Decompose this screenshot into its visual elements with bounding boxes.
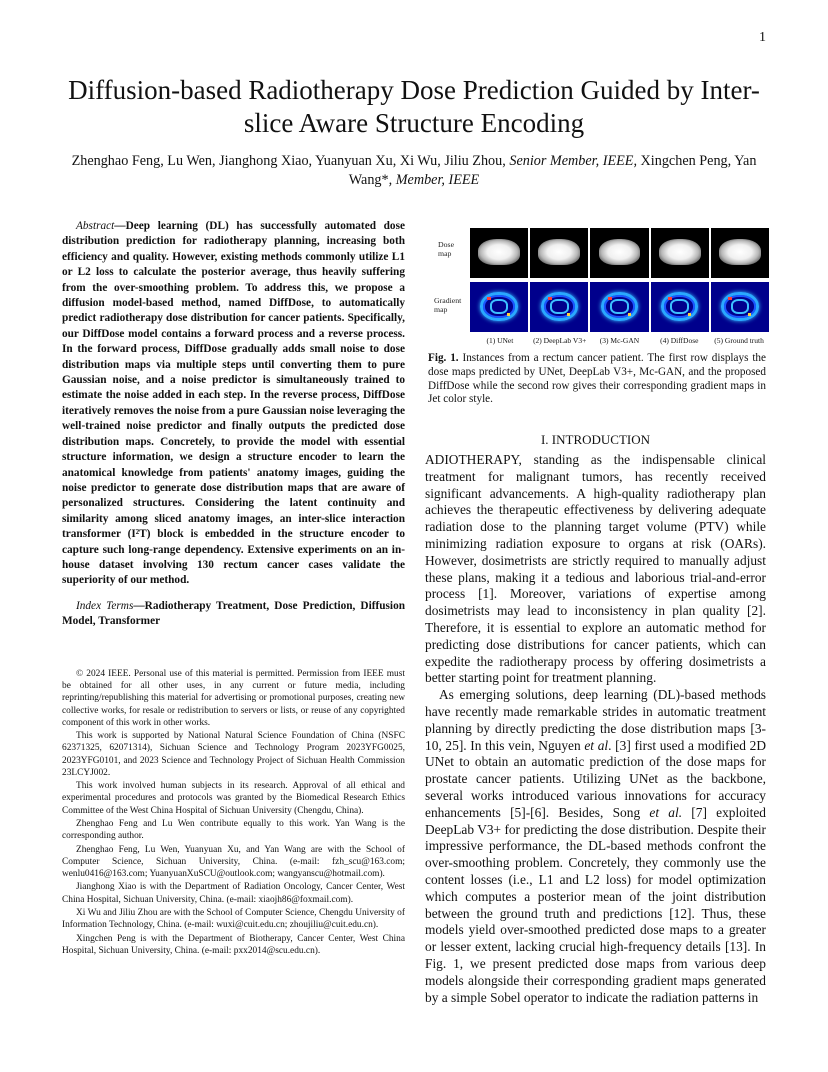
column-label-unet: (1) UNet bbox=[486, 336, 514, 345]
footnote-affiliation-biotherapy: Xingchen Peng is with the Department of Biotherapy, Cancer Center, West China Hospital, Sichuan University, China. (e-mail: pxx2014@scu.edu.cn). bbox=[62, 933, 405, 956]
left-column bbox=[62, 219, 405, 630]
figure-caption-label: Fig. 1. bbox=[428, 352, 459, 364]
gradient-map-unet bbox=[470, 282, 528, 332]
gradient-map-row bbox=[470, 282, 769, 332]
figure-column-labels bbox=[470, 336, 769, 345]
dose-map-row-label: Dose map bbox=[438, 240, 455, 258]
gradient-map-mcgan bbox=[590, 282, 648, 332]
dose-map-unet bbox=[470, 228, 528, 278]
figure-caption-text: Instances from a rectum cancer patient. The first row displays the dose maps predicted by UNet, DeepLab V3+, Mc-GAN, and the proposed DiffDose while the second row gives their corresponding gradient maps in Jet color style. bbox=[428, 352, 766, 406]
introduction-body bbox=[425, 452, 766, 1006]
index-terms-label: Index Terms bbox=[76, 599, 134, 612]
dose-map-mcgan bbox=[590, 228, 648, 278]
index-terms bbox=[62, 599, 405, 630]
footnote-affiliation-cuit: Xi Wu and Jiliu Zhou are with the School of Computer Science, Chengdu University of Information Technology, China. (e-mail: wuxi@cuit.edu.cn; zhoujiliu@cuit.edu.cn). bbox=[62, 907, 405, 931]
gradient-map-ground-truth bbox=[711, 282, 769, 332]
column-label-deeplab: (2) DeepLab V3+ bbox=[533, 336, 587, 345]
column-label-ground-truth: (5) Ground truth bbox=[714, 336, 764, 345]
footnote-ethics: This work involved human subjects in its research. Approval of all ethical and experimental procedures and protocols was granted by the Biomedical Research Ethics Committee of the West China Hospital of Sichuan University (Chengdu, China). bbox=[62, 781, 405, 816]
dose-map-diffdose bbox=[651, 228, 709, 278]
intro-paragraph-2-a: As emerging solutions, deep learning (DL)-based methods have recently made remarkable strides in automatic treatment planning by directly predicting the dose distribution maps [3-10, 25]. In this vein, Nguyen bbox=[425, 687, 766, 753]
authors-membership-2: , Member, IEEE bbox=[388, 172, 480, 188]
abstract bbox=[62, 219, 405, 589]
authors-membership-1: Senior Member, IEEE, bbox=[509, 153, 637, 169]
gradient-map-diffdose bbox=[651, 282, 709, 332]
index-terms-text: —Radiotherapy Treatment, Dose Prediction, Diffusion Model, Transformer bbox=[62, 599, 406, 628]
abstract-text: —Deep learning (DL) has successfully automated dose distribution prediction for radiotherapy planning, increasing both efficiency and quality. However, existing methods commonly utilize L1 or L2 loss to calculate the posterior average, thus heavily suffering from the over-smoothing problem. To address this, we propose a diffusion model-based method, named DiffDose, to automatically predict radiotherapy dose distribution for cancer patients. Specifically, our DiffDose model contains a forward process and a reverse process. In the forward process, DiffDose gradually adds small noise to dose distribution maps via multiple steps until converting them to pure Gaussian noise, and a noise predictor is simultaneously trained to estimate the noise added in each step. In the reverse process, DiffDose iteratively removes the noise from a pure Gaussian noise leveraging the well-trained noise predictor and finally outputs the predicted dose distribution maps. Concretely, to provide the model with essential structure information, we design a structure encoder to learn the anatomical knowledge from patients' anatomy images, guiding the noise predictor to generate dose distribution maps that are aware of personalized structures. Considering the latent continuity and similarity among sliced anatomy images, an inter-slice interaction transformer (I²T) block is embedded in the structure encoder to capture such long-range dependency. Extensive experiments on an in-house dataset involving 130 rectum cancer cases validate the superiority of our method. bbox=[62, 220, 405, 587]
footnote-contribution: Zhenghao Feng and Lu Wen contribute equally to this work. Yan Wang is the corresponding author. bbox=[62, 819, 405, 842]
gradient-map-row-label: Gradient map bbox=[434, 296, 462, 314]
authors-names: Zhenghao Feng, Lu Wen, Jianghong Xiao, Yuanyuan Xu, Xi Wu, Jiliu Zhou, bbox=[71, 153, 510, 169]
footnote-copyright: © 2024 IEEE. Personal use of this material is permitted. Permission from IEEE must be obtained for all other uses, in any current or future media, including reprinting/republishing this material for advertising or promotional purposes, creating new collective works, for resale or redistribution to servers or lists, or reuse of any copyrighted component of this work in other works. bbox=[62, 669, 405, 728]
footnote-funding: This work is supported by National Natural Science Foundation of China (NSFC 62371325, 62071314), Sichuan Science and Technology Program 2023YFG0025, 2023YFG0101, and 2023 Science and Technology Project of Sichuan Health Commission 23LCYJ002. bbox=[62, 731, 405, 778]
author-list bbox=[60, 152, 768, 190]
gradient-map-deeplab bbox=[530, 282, 588, 332]
intro-paragraph-2-c: [7] exploited DeepLab V3+ for predicting the dose distribution. Despite their impressive performance, the DL-based methods confront the over-smoothing problem. Concretely, they commonly use the content losses (i.e., L1 and L2 loss) for model optimization which computes a posterior mean of the joint distribution between the ground truth and predictions [12]. Thus, these models yield over-smoothed predicted dose maps to a greater or lesser extent, lacking crucial high-frequency details [13]. In Fig. 1, we present predicted dose maps from various deep models alongside their corresponding gradient maps generated by a simple Sobel operator to indicate the radiation patterns in bbox=[425, 804, 766, 1005]
dose-map-ground-truth bbox=[711, 228, 769, 278]
et-al-2: et al. bbox=[649, 804, 683, 820]
column-label-mcgan: (3) Mc-GAN bbox=[599, 336, 640, 345]
et-al-1: et al bbox=[584, 737, 609, 753]
column-label-diffdose: (4) DiffDose bbox=[660, 336, 699, 345]
paper-title: Diffusion-based Radiotherapy Dose Prediction Guided by Inter-slice Aware Structure Encoding bbox=[68, 75, 760, 138]
footnote-affiliation-scu: Zhenghao Feng, Lu Wen, Yuanyuan Xu, and Yan Wang are with the School of Computer Science, Sichuan University, China. (e-mail: fzh_scu@163.com; wenlu0416@163.com; YuanyuanXuSCU@outlook.com; wangyanscu@hotmail.com). bbox=[62, 844, 405, 879]
intro-paragraph-2 bbox=[425, 687, 766, 1006]
dose-map-deeplab bbox=[530, 228, 588, 278]
footnotes bbox=[62, 668, 405, 958]
footnote-affiliation-hospital: Jianghong Xiao is with the Department of Radiation Oncology, Cancer Center, West China Hospital, Sichuan University, China. (e-mail: xiaojh86@foxmail.com). bbox=[62, 882, 405, 905]
intro-paragraph-2-b: . [3] first used a modified 2D UNet to obtain an automatic prediction of the dose maps for prostate cancer patients. Utilizing UNet as the backbone, several works introduced various innovations for accuracy enhancements [5]-[6]. Besides, Song bbox=[425, 737, 766, 820]
section-heading: I. INTRODUCTION bbox=[540, 432, 651, 447]
dose-map-row bbox=[470, 228, 769, 278]
page-number: 1 bbox=[759, 30, 766, 45]
figure-caption bbox=[428, 352, 766, 407]
intro-paragraph-1: ADIOTHERAPY, standing as the indispensable clinical treatment for malignant tumors, has recently received significant advancements. A high-quality radiotherapy plan achieves the therapeutic effectiveness by delivering adequate radiation dose to the planning target volume (PTV) while minimizing radiation exposure to organs at risk (OARs). However, dosimetrists are strictly required to manually adjust these plans, making it a tedious and laborious trial-and-error process [1]. Moreover, variations of expertise among dosimetrists may lead to inconsistency in plan quality [2]. Therefore, it is essential to explore an automatic method for predicting dose distributions for cancer patients, which can expedite the radiotherapy process by offering dosimetrists a better starting point for treatment planning. bbox=[425, 452, 766, 686]
abstract-label: Abstract bbox=[76, 220, 115, 232]
authors-names-2: Xingchen Peng, Yan Wang* bbox=[348, 153, 757, 188]
